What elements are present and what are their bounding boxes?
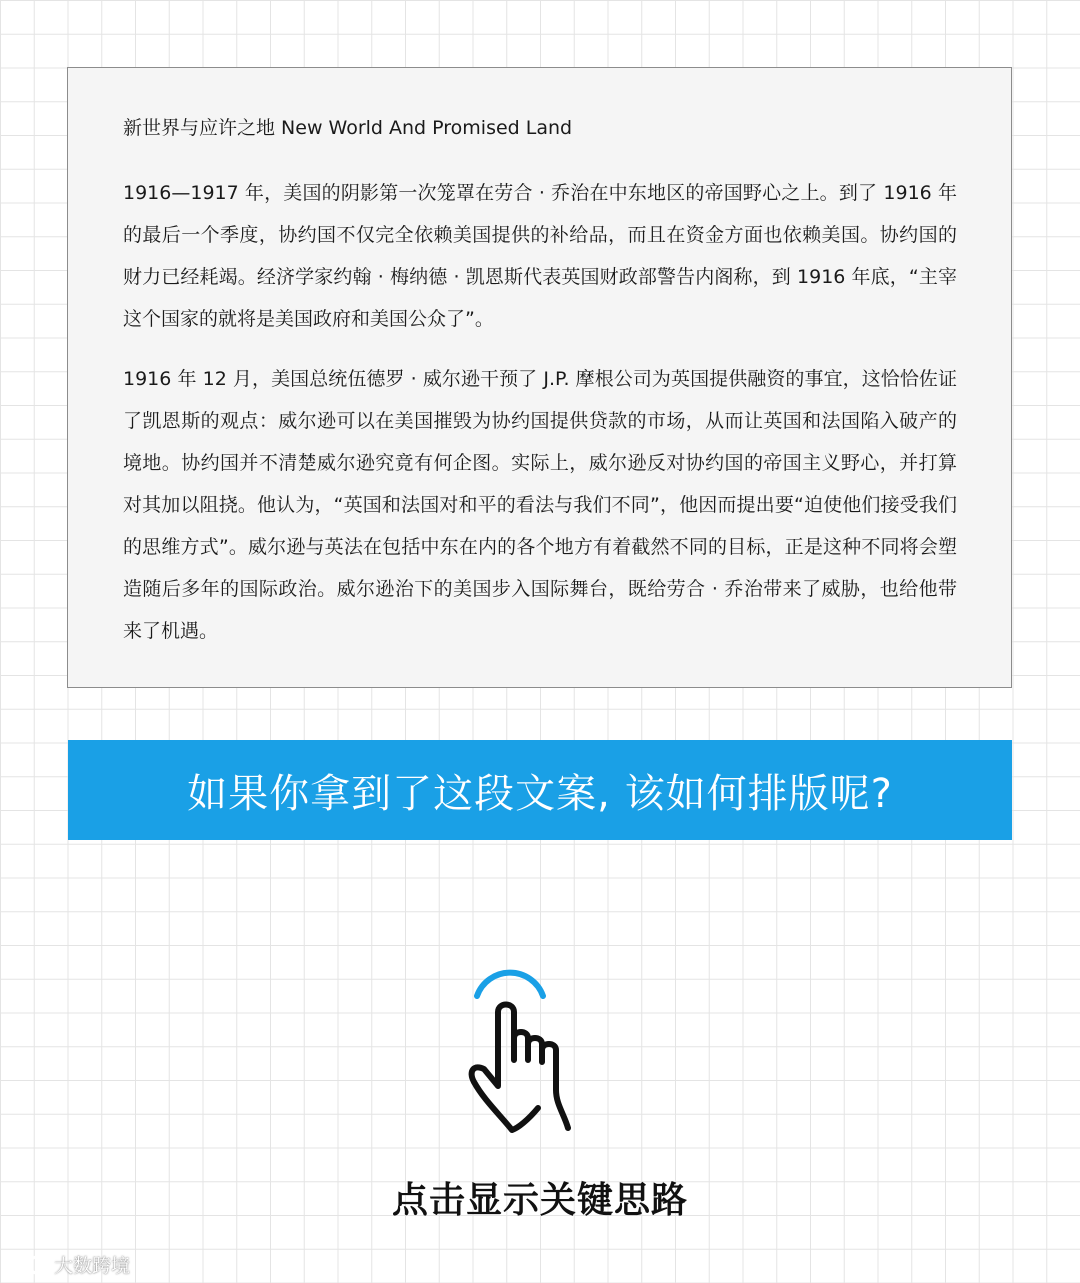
watermark-text: 大数跨境 bbox=[54, 1255, 131, 1277]
question-banner bbox=[68, 740, 1012, 840]
card-paragraph: 1916—1917 年，美国的阴影第一次笼罩在劳合 · 乔治在中东地区的帝国野心之上。到了 1916 年的最后一个季度，协约国不仅完全依赖美国提供的补给品，而且在资金方面也依赖美国。协约国的财力已经耗竭。经济学家约翰 · 梅纳德 · 凯恩斯代表英国财政部警告内阁称，到 1916 年底，“主宰这个国家的就将是美国政府和美国公众了”。 bbox=[123, 182, 957, 330]
hand-outline bbox=[472, 1005, 568, 1131]
card-title: 新世界与应许之地 New World And Promised Land bbox=[123, 117, 573, 139]
brand-logo-icon bbox=[10, 1253, 48, 1277]
tap-hand-icon[interactable] bbox=[460, 968, 600, 1136]
reveal-hint-label[interactable]: 点击显示关键思路 bbox=[391, 1180, 688, 1221]
watermark bbox=[10, 1251, 130, 1278]
question-text: 如果你拿到了这段文案, 该如何排版呢? bbox=[187, 770, 893, 817]
text-card bbox=[67, 67, 1012, 688]
tap-ripple-arc bbox=[477, 973, 543, 996]
card-paragraph: 1916 年 12 月，美国总统伍德罗 · 威尔逊干预了 J.P. 摩根公司为英国提供融资的事宜，这恰恰佐证了凯恩斯的观点：威尔逊可以在美国摧毁为协约国提供贷款的市场，从而让英国和法国陷入破产的境地。协约国并不清楚威尔逊究竟有何企图。实际上，威尔逊反对协约国的帝国主义野心，并打算对其加以阻挠。他认为，“英国和法国对和平的看法与我们不同”，他因而提出要“迫使他们接受我们的思维方式”。威尔逊与英法在包括中东在内的各个地方有着截然不同的目标，正是这种不同将会塑造随后多年的国际政治。威尔逊治下的美国步入国际舞台，既给劳合 · 乔治带来了威胁，也给他带来了机遇。 bbox=[123, 368, 957, 642]
